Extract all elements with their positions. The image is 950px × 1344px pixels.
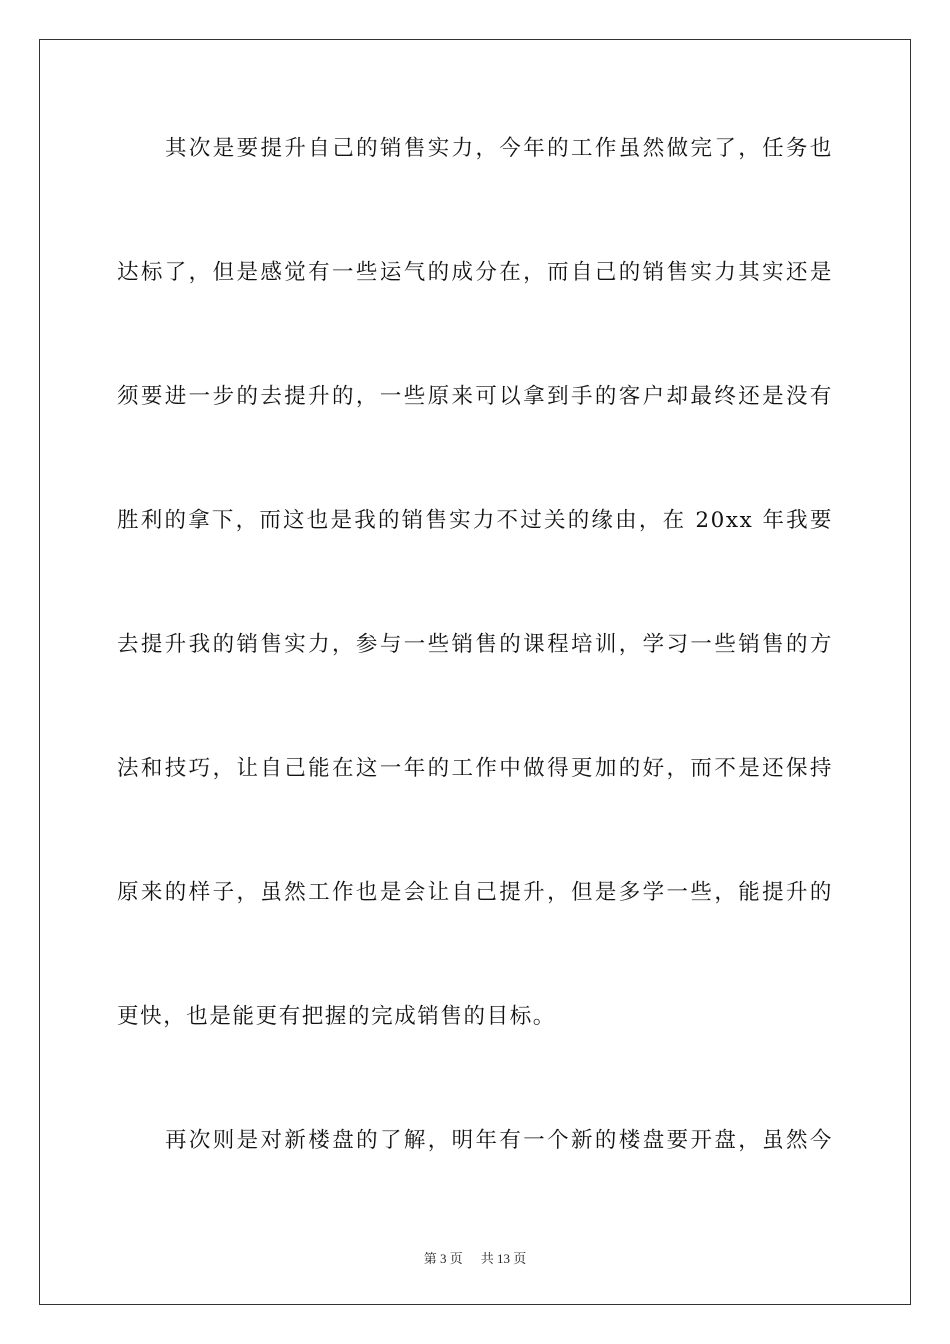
paragraph-2-line-1: 再次则是对新楼盘的了解，明年有一个新的楼盘要开盘，虽然今 (165, 1128, 833, 1153)
paragraph-1-line-6: 法和技巧，让自己能在这一年的工作中做得更加的好，而不是还保持 (117, 756, 833, 781)
paragraph-1-line-8: 更快，也是能更有把握的完成销售的目标。 (117, 1004, 556, 1029)
paragraph-1-line-5: 去提升我的销售实力，参与一些销售的课程培训，学习一些销售的方 (117, 632, 833, 657)
paragraph-1-line-4: 胜利的拿下，而这也是我的销售实力不过关的缘由，在 20xx 年我要 (117, 508, 833, 533)
paragraph-1-line-1: 其次是要提升自己的销售实力，今年的工作虽然做完了，任务也 (165, 136, 833, 161)
paragraph-1-line-2: 达标了，但是感觉有一些运气的成分在，而自己的销售实力其实还是 (117, 260, 833, 285)
page-total: 共 13 页 (480, 1251, 527, 1266)
page-number: 第 3 页 (423, 1251, 463, 1266)
paragraph-1-line-7: 原来的样子，虽然工作也是会让自己提升，但是多学一些，能提升的 (117, 880, 833, 905)
page-footer (0, 1248, 950, 1267)
page-border (39, 39, 911, 1305)
paragraph-1-line-3: 须要进一步的去提升的，一些原来可以拿到手的客户却最终还是没有 (117, 384, 833, 409)
